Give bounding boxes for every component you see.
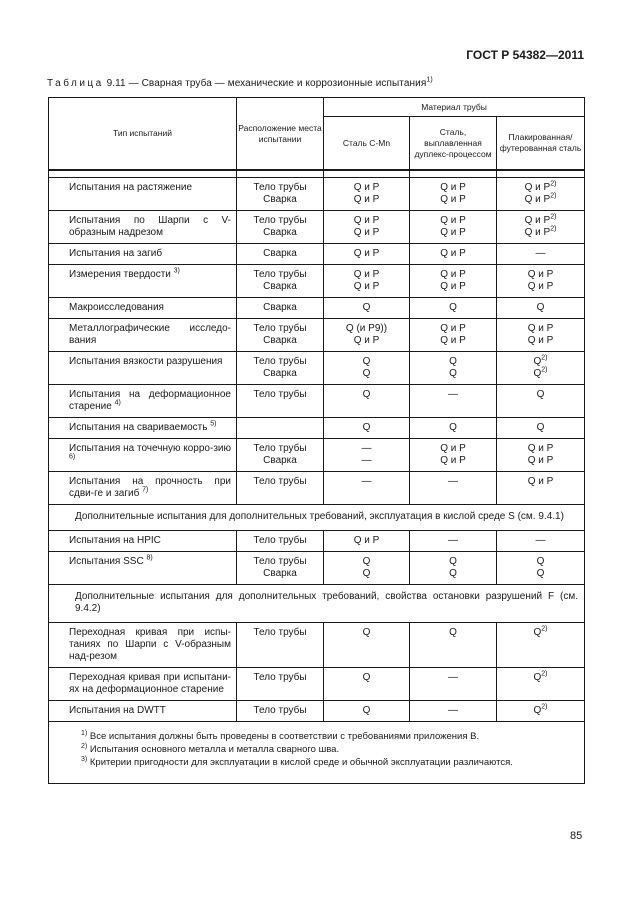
caption-lead: Таблица bbox=[47, 78, 104, 89]
cell-location-line: Тело трубы bbox=[253, 705, 307, 716]
cell-duplex-line: Q и P bbox=[440, 269, 466, 280]
cell-duplex-line: Q bbox=[449, 422, 457, 433]
cell-location-line: Сварка bbox=[263, 194, 297, 205]
cell-clad-line bbox=[499, 227, 582, 239]
cell-location-line: Тело трубы bbox=[253, 389, 307, 400]
table-row bbox=[49, 298, 585, 319]
cell-test-name bbox=[49, 319, 237, 352]
test-name-text: Испытания на деформационное старение bbox=[69, 389, 231, 412]
cell-duplex-line: — bbox=[448, 389, 458, 400]
cell-clad bbox=[497, 418, 585, 439]
cell-location-line: Тело трубы bbox=[253, 672, 307, 683]
cell-clad-value: Q и P bbox=[527, 323, 554, 334]
cell-clad-line bbox=[499, 422, 582, 434]
cell-location-line: Тело трубы bbox=[253, 269, 307, 280]
cell-location-line: Тело трубы bbox=[253, 323, 307, 334]
table-row bbox=[49, 265, 585, 298]
cell-clad bbox=[497, 531, 585, 552]
header-separator bbox=[49, 170, 585, 178]
test-name-text: Металлографические исследо-вания bbox=[69, 323, 231, 346]
cell-location bbox=[237, 623, 324, 668]
cell-location bbox=[237, 552, 324, 585]
cell-steel-cmn-line: Q bbox=[362, 627, 371, 638]
tests-table bbox=[48, 97, 585, 784]
cell-clad bbox=[497, 178, 585, 211]
table-row bbox=[49, 623, 585, 668]
cell-clad bbox=[497, 552, 585, 585]
cell-clad-line bbox=[499, 627, 582, 639]
table-row bbox=[49, 531, 585, 552]
cell-test-name bbox=[49, 552, 237, 585]
cell-location bbox=[237, 178, 324, 211]
cell-clad-footnote-mark: 2) bbox=[550, 225, 557, 233]
cell-location-line: Сварка bbox=[263, 368, 297, 379]
cell-location-line: Тело трубы bbox=[253, 535, 307, 546]
cell-duplex-line: Q и P bbox=[440, 443, 466, 454]
footnote bbox=[81, 743, 574, 756]
cell-test-name bbox=[49, 265, 237, 298]
cell-steel-cmn-line: Q bbox=[362, 302, 371, 313]
cell-location bbox=[237, 701, 324, 722]
cell-clad-value: Q и P bbox=[527, 476, 554, 487]
cell-duplex bbox=[410, 319, 497, 352]
cell-duplex bbox=[410, 552, 497, 585]
cell-duplex-line: Q и P bbox=[440, 335, 466, 346]
cell-duplex-line: Q и P bbox=[440, 323, 466, 334]
cell-clad-line bbox=[499, 194, 582, 206]
cell-test-name bbox=[49, 211, 237, 244]
caption-text: 9.11 — Сварная труба — механические и коррозионные испытания bbox=[103, 78, 427, 89]
cell-steel-cmn bbox=[324, 319, 410, 352]
cell-clad-line bbox=[499, 269, 582, 281]
cell-steel-cmn bbox=[324, 668, 410, 701]
footnote bbox=[81, 730, 574, 743]
cell-duplex-line: Q и P bbox=[440, 455, 466, 466]
table-row bbox=[49, 211, 585, 244]
cell-steel-cmn-line: Q и P bbox=[353, 194, 380, 205]
header-location: Расположение места испытании bbox=[237, 98, 324, 171]
test-name-text: Испытания SSC bbox=[69, 556, 144, 567]
footnote-mark: 3) bbox=[81, 755, 88, 763]
cell-clad-value: Q bbox=[536, 568, 545, 579]
cell-location bbox=[237, 385, 324, 418]
cell-clad-line bbox=[499, 335, 582, 347]
cell-location-line: Тело трубы bbox=[253, 556, 307, 567]
cell-steel-cmn-line: Q и P bbox=[353, 215, 380, 226]
cell-location-line: Тело трубы bbox=[253, 182, 307, 193]
cell-steel-cmn-line: Q bbox=[362, 672, 371, 683]
cell-clad-line bbox=[499, 535, 582, 547]
test-name-text: Испытания по Шарпи с V-образным надрезом bbox=[69, 215, 231, 238]
cell-steel-cmn bbox=[324, 439, 410, 472]
cell-test-name bbox=[49, 178, 237, 211]
cell-duplex-line: Q и P bbox=[440, 227, 466, 238]
cell-clad-value: Q и P bbox=[527, 443, 554, 454]
cell-duplex bbox=[410, 668, 497, 701]
cell-clad-value: Q bbox=[536, 422, 545, 433]
cell-location bbox=[237, 352, 324, 385]
cell-duplex-line: Q и P bbox=[440, 281, 466, 292]
footnote-mark: 1) bbox=[81, 729, 88, 737]
cell-location bbox=[237, 668, 324, 701]
cell-steel-cmn bbox=[324, 352, 410, 385]
cell-steel-cmn-line: Q и P bbox=[353, 281, 380, 292]
test-footnote-mark: 4) bbox=[114, 399, 121, 407]
cell-clad-value: Q bbox=[533, 705, 542, 716]
cell-test-name bbox=[49, 418, 237, 439]
cell-duplex-line: Q bbox=[449, 302, 457, 313]
cell-duplex-line: Q и P bbox=[440, 194, 466, 205]
cell-location bbox=[237, 298, 324, 319]
cell-steel-cmn-line: Q bbox=[362, 356, 371, 367]
cell-clad-value: Q и P bbox=[527, 269, 554, 280]
test-name-text: Испытания на DWTT bbox=[69, 705, 166, 716]
cell-steel-cmn-line: Q bbox=[362, 368, 371, 379]
cell-clad-value: Q и P bbox=[524, 182, 551, 193]
cell-clad bbox=[497, 211, 585, 244]
cell-duplex bbox=[410, 472, 497, 505]
cell-steel-cmn bbox=[324, 244, 410, 265]
cell-duplex-line: Q и P bbox=[440, 248, 466, 259]
cell-clad bbox=[497, 352, 585, 385]
cell-duplex-line: — bbox=[448, 705, 458, 716]
cell-clad-line bbox=[499, 476, 582, 488]
cell-steel-cmn bbox=[324, 552, 410, 585]
test-name-text: Испытания вязкости разрушения bbox=[69, 356, 223, 367]
table-row bbox=[49, 552, 585, 585]
cell-clad bbox=[497, 439, 585, 472]
cell-test-name bbox=[49, 385, 237, 418]
table-row bbox=[49, 352, 585, 385]
cell-steel-cmn bbox=[324, 623, 410, 668]
cell-duplex bbox=[410, 352, 497, 385]
caption-footnote-mark: 1) bbox=[426, 76, 433, 84]
cell-location-line: Сварка bbox=[263, 281, 297, 292]
cell-clad-value: Q bbox=[533, 356, 542, 367]
cell-steel-cmn-line: Q bbox=[362, 705, 371, 716]
footnotes-row bbox=[49, 722, 585, 784]
test-footnote-mark: 3) bbox=[173, 267, 180, 275]
cell-clad bbox=[497, 668, 585, 701]
cell-clad-footnote-mark: 2) bbox=[541, 670, 548, 678]
cell-test-name bbox=[49, 298, 237, 319]
cell-location bbox=[237, 531, 324, 552]
cell-steel-cmn-line: Q и P bbox=[353, 335, 380, 346]
cell-clad-line bbox=[499, 672, 582, 684]
table-row bbox=[49, 385, 585, 418]
cell-clad-line bbox=[499, 705, 582, 717]
cell-duplex-line: Q и P bbox=[440, 182, 466, 193]
cell-steel-cmn-line: Q bbox=[362, 422, 371, 433]
cell-clad-value: Q bbox=[536, 389, 545, 400]
cell-duplex bbox=[410, 385, 497, 418]
cell-clad bbox=[497, 623, 585, 668]
table-row bbox=[49, 668, 585, 701]
cell-steel-cmn bbox=[324, 385, 410, 418]
cell-steel-cmn bbox=[324, 531, 410, 552]
footnote-text: Критерии пригодности для эксплуатации в кислой среде и обычной эксплуатации различаются. bbox=[87, 757, 513, 768]
cell-duplex bbox=[410, 265, 497, 298]
test-name-text: Переходная кривая при испытани-ях на деформационное старение bbox=[69, 672, 231, 695]
table-row bbox=[49, 178, 585, 211]
test-footnote-mark: 5) bbox=[210, 420, 217, 428]
cell-steel-cmn bbox=[324, 298, 410, 319]
cell-clad-value: Q и P bbox=[527, 335, 554, 346]
table-row bbox=[49, 418, 585, 439]
cell-duplex bbox=[410, 178, 497, 211]
test-name-text: Испытания на прочность при сдви-ге и загиб bbox=[69, 476, 231, 499]
header-clad-steel: Плакированная/ футерованная сталь bbox=[497, 117, 585, 171]
cell-duplex-line: Q bbox=[449, 568, 457, 579]
cell-steel-cmn-line: Q bbox=[362, 389, 371, 400]
cell-location-line: Сварка bbox=[263, 568, 297, 579]
cell-location-line: Тело трубы bbox=[253, 476, 307, 487]
cell-clad-line bbox=[499, 215, 582, 227]
cell-clad-value: Q и P bbox=[524, 194, 551, 205]
cell-clad-footnote-mark: 2) bbox=[541, 703, 548, 711]
cell-location-line: Сварка bbox=[263, 227, 297, 238]
cell-steel-cmn-line: Q bbox=[362, 556, 371, 567]
cell-clad-line bbox=[499, 182, 582, 194]
cell-location bbox=[237, 472, 324, 505]
cell-test-name bbox=[49, 244, 237, 265]
cell-clad-line bbox=[499, 323, 582, 335]
footnotes bbox=[49, 722, 585, 784]
cell-duplex-line: — bbox=[448, 476, 458, 487]
cell-location bbox=[237, 439, 324, 472]
cell-clad-line bbox=[499, 368, 582, 380]
cell-clad-line bbox=[499, 568, 582, 580]
cell-duplex bbox=[410, 418, 497, 439]
test-footnote-mark: 7) bbox=[142, 486, 149, 494]
standard-number: ГОСТ Р 54382—2011 bbox=[466, 48, 584, 62]
footnote-text: Испытания основного металла и металла сварного шва. bbox=[87, 744, 340, 755]
cell-duplex bbox=[410, 439, 497, 472]
cell-steel-cmn-line: Q и P bbox=[353, 227, 380, 238]
cell-location-line: Сварка bbox=[263, 302, 297, 313]
table-row bbox=[49, 439, 585, 472]
header-duplex-steel: Сталь, выплавленная дуплекс-процессом bbox=[410, 117, 497, 171]
cell-clad-footnote-mark: 2) bbox=[550, 213, 557, 221]
test-name-text: Испытания на свариваемость bbox=[69, 422, 208, 433]
footnote-text: Все испытания должны быть проведены в соответствии с требованиями приложения В. bbox=[87, 731, 480, 742]
test-name-text: Испытания на загиб bbox=[69, 248, 163, 259]
cell-duplex-line: — bbox=[448, 535, 458, 546]
cell-clad-footnote-mark: 2) bbox=[550, 192, 557, 200]
cell-location-line: Тело трубы bbox=[253, 356, 307, 367]
cell-steel-cmn-line: — bbox=[361, 443, 372, 454]
page-number: 85 bbox=[570, 830, 583, 842]
cell-steel-cmn bbox=[324, 178, 410, 211]
cell-clad-value: Q и P bbox=[527, 455, 554, 466]
header-test-type: Тип испытаний bbox=[49, 98, 237, 171]
cell-duplex-line: — bbox=[448, 672, 458, 683]
test-name-text: Испытания на HPIC bbox=[69, 535, 161, 546]
cell-location bbox=[237, 319, 324, 352]
cell-steel-cmn-line: Q bbox=[362, 568, 371, 579]
cell-location bbox=[237, 418, 324, 439]
cell-steel-cmn bbox=[324, 265, 410, 298]
cell-clad-value: Q bbox=[533, 368, 542, 379]
cell-duplex-line: Q bbox=[449, 368, 457, 379]
cell-clad bbox=[497, 265, 585, 298]
cell-clad-line bbox=[499, 455, 582, 467]
table-row bbox=[49, 701, 585, 722]
cell-clad-value: — bbox=[535, 535, 546, 546]
cell-clad bbox=[497, 244, 585, 265]
cell-clad-line bbox=[499, 389, 582, 401]
cell-clad-value: Q bbox=[536, 556, 545, 567]
cell-duplex bbox=[410, 623, 497, 668]
cell-duplex bbox=[410, 531, 497, 552]
cell-location bbox=[237, 244, 324, 265]
footnote-mark: 2) bbox=[81, 742, 88, 750]
cell-test-name bbox=[49, 701, 237, 722]
cell-clad bbox=[497, 319, 585, 352]
section-sour-service-text: Дополнительные испытания для дополнительных требований, эксплуатация в кислой среде S (см. 9.4.1) bbox=[49, 505, 585, 531]
cell-steel-cmn bbox=[324, 472, 410, 505]
cell-clad-line bbox=[499, 302, 582, 314]
cell-steel-cmn-line: Q и P bbox=[353, 248, 380, 259]
cell-location-line: Сварка bbox=[263, 248, 297, 259]
cell-clad-footnote-mark: 2) bbox=[541, 625, 548, 633]
cell-test-name bbox=[49, 623, 237, 668]
table-row bbox=[49, 472, 585, 505]
cell-clad-footnote-mark: 2) bbox=[541, 354, 548, 362]
cell-duplex bbox=[410, 701, 497, 722]
cell-clad-value: Q и P bbox=[524, 215, 551, 226]
cell-location-line: Сварка bbox=[263, 335, 297, 346]
cell-duplex-line: Q bbox=[449, 356, 457, 367]
cell-steel-cmn-line: Q и P bbox=[353, 269, 380, 280]
cell-duplex-line: Q bbox=[449, 627, 457, 638]
cell-steel-cmn-line: Q (и P9)) bbox=[345, 323, 388, 334]
cell-clad-value: Q и P bbox=[527, 281, 554, 292]
cell-location-line: Сварка bbox=[263, 455, 297, 466]
cell-clad bbox=[497, 298, 585, 319]
cell-clad-footnote-mark: 2) bbox=[541, 366, 548, 374]
cell-steel-cmn-line: Q и P bbox=[353, 182, 380, 193]
cell-location-line: Тело трубы bbox=[253, 215, 307, 226]
cell-location bbox=[237, 211, 324, 244]
header-steel-cmn: Сталь C-Mn bbox=[324, 117, 410, 171]
header-material: Материал трубы bbox=[324, 98, 585, 117]
test-name-text: Испытания на точечную корро-зию bbox=[69, 443, 231, 454]
table-row bbox=[49, 319, 585, 352]
cell-location-line: Тело трубы bbox=[253, 443, 307, 454]
cell-clad-value: Q bbox=[533, 627, 542, 638]
cell-test-name bbox=[49, 472, 237, 505]
test-footnote-mark: 8) bbox=[146, 554, 153, 562]
cell-steel-cmn-line: — bbox=[361, 455, 372, 466]
table-caption bbox=[47, 78, 433, 89]
cell-duplex-line: Q bbox=[449, 556, 457, 567]
cell-steel-cmn bbox=[324, 701, 410, 722]
cell-clad-line bbox=[499, 556, 582, 568]
cell-clad-value: Q и P bbox=[524, 227, 551, 238]
cell-steel-cmn bbox=[324, 211, 410, 244]
cell-clad-footnote-mark: 2) bbox=[550, 180, 557, 188]
cell-test-name bbox=[49, 668, 237, 701]
cell-location bbox=[237, 265, 324, 298]
table-row bbox=[49, 244, 585, 265]
cell-duplex bbox=[410, 244, 497, 265]
cell-steel-cmn-line: — bbox=[361, 476, 372, 487]
cell-clad bbox=[497, 472, 585, 505]
section-sour-service bbox=[49, 505, 585, 531]
footnote bbox=[81, 756, 574, 769]
test-name-text: Переходная кривая при испы-таниях по Шарпи с V-образным над-резом bbox=[69, 627, 231, 662]
cell-clad bbox=[497, 701, 585, 722]
cell-location-line: Тело трубы bbox=[253, 627, 307, 638]
cell-test-name bbox=[49, 352, 237, 385]
cell-steel-cmn-line: Q и P bbox=[353, 535, 380, 546]
cell-duplex-line: Q и P bbox=[440, 215, 466, 226]
section-fracture-arrest-text: Дополнительные испытания для дополнительных требований, свойства остановки разрушений F (см. 9.4.2) bbox=[49, 585, 585, 623]
cell-test-name bbox=[49, 439, 237, 472]
cell-clad-line bbox=[499, 248, 582, 260]
cell-clad bbox=[497, 385, 585, 418]
cell-clad-value: Q bbox=[536, 302, 545, 313]
cell-duplex bbox=[410, 211, 497, 244]
section-fracture-arrest bbox=[49, 585, 585, 623]
test-name-text: Измерения твердости bbox=[69, 269, 171, 280]
cell-duplex bbox=[410, 298, 497, 319]
cell-clad-line bbox=[499, 281, 582, 293]
cell-clad-line bbox=[499, 443, 582, 455]
cell-test-name bbox=[49, 531, 237, 552]
cell-steel-cmn bbox=[324, 418, 410, 439]
cell-clad-value: Q bbox=[533, 672, 542, 683]
test-footnote-mark: 6) bbox=[69, 453, 76, 461]
test-name-text: Макроисследования bbox=[69, 302, 164, 313]
cell-clad-value: — bbox=[535, 248, 546, 259]
test-name-text: Испытания на растяжение bbox=[69, 182, 193, 193]
